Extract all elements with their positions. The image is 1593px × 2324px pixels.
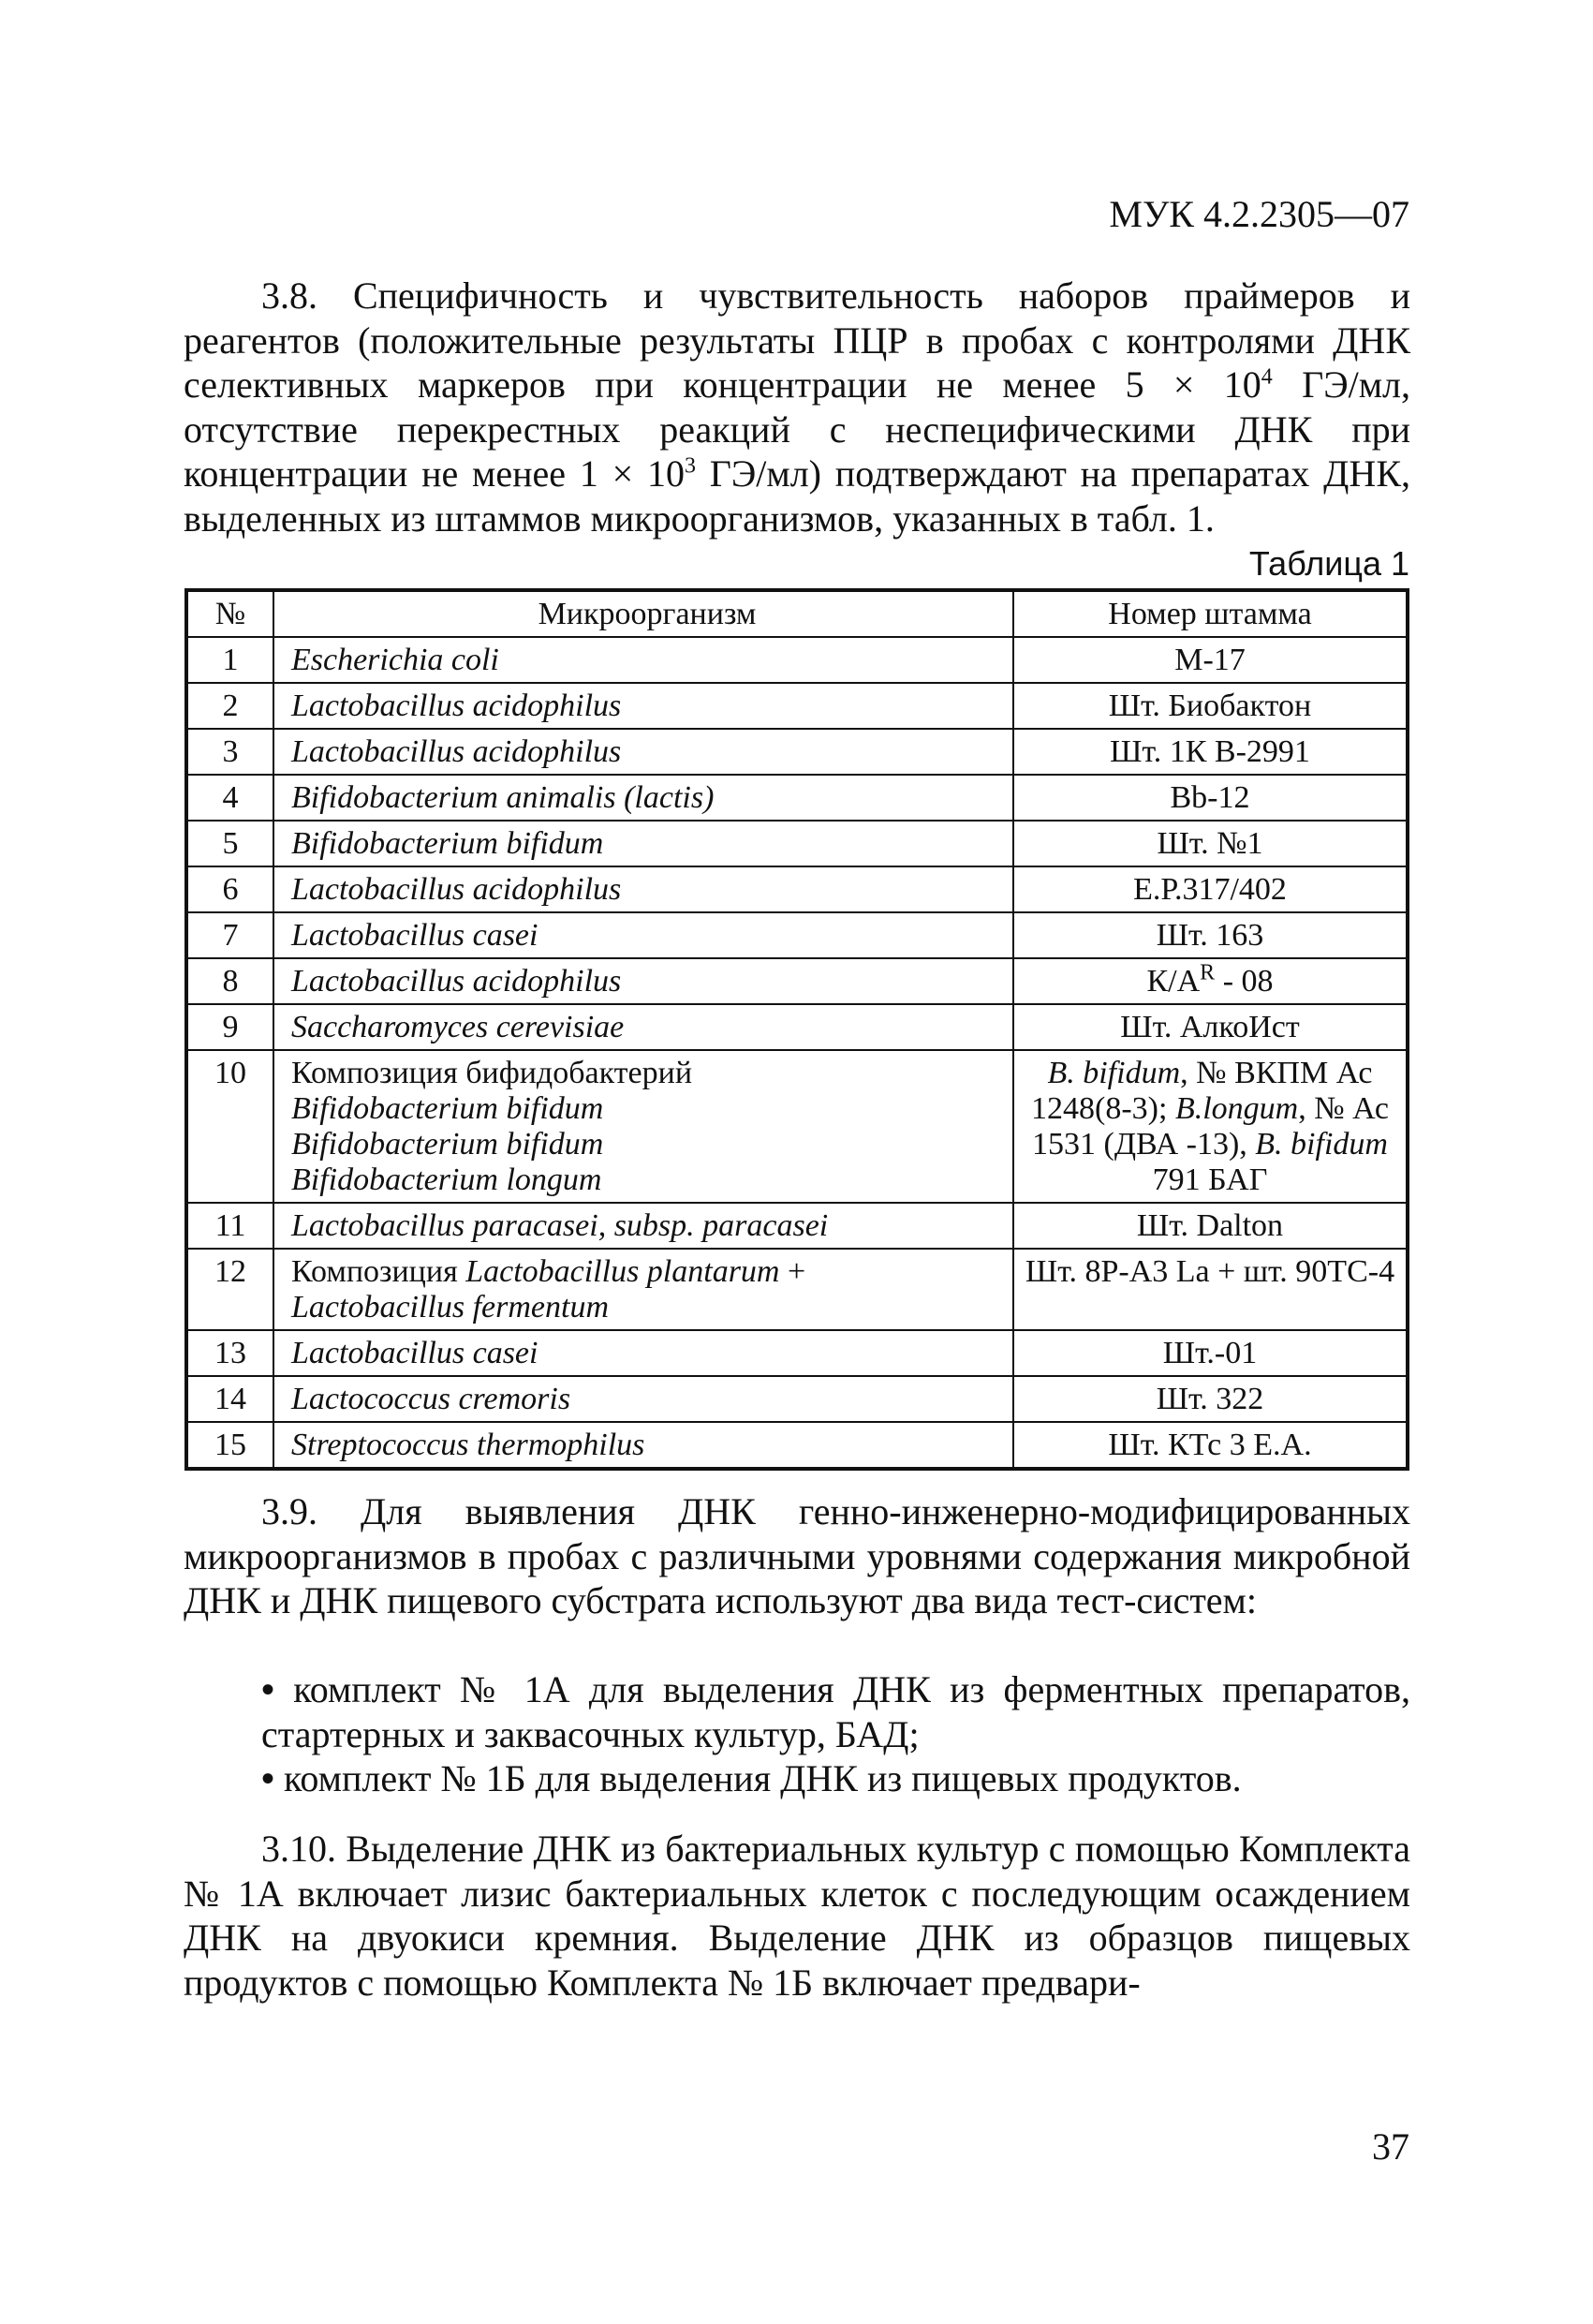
strain-line bbox=[1024, 1056, 1396, 1091]
row-num: 12 bbox=[186, 1249, 273, 1330]
composition-species: Lactobacillus plantarum bbox=[465, 1254, 780, 1289]
row-strain bbox=[1013, 958, 1408, 1004]
row-microorganism: Lactobacillus casei bbox=[273, 912, 1013, 958]
table-row bbox=[186, 637, 1408, 683]
table-row bbox=[186, 1050, 1408, 1203]
table-row bbox=[186, 1376, 1408, 1422]
row-strain: Е.Р.317/402 bbox=[1013, 866, 1408, 912]
paragraph-3-9: 3.9. Для выявления ДНК генно-инженерно-модифицированных микроорганизмов в пробах с различными уровнями содержания микробной ДНК и ДНК пищевого субстрата используют два вида тест-систем: bbox=[184, 1490, 1410, 1621]
row-num: 13 bbox=[186, 1330, 273, 1376]
page-number: 37 bbox=[1372, 2125, 1409, 2168]
bullet-icon: • bbox=[261, 1757, 275, 1799]
header-num: № bbox=[186, 590, 273, 637]
strains-table bbox=[184, 588, 1409, 1471]
strain-text: 1531 (ДВА -13), bbox=[1032, 1127, 1256, 1162]
row-microorganism: Lactobacillus acidophilus bbox=[273, 729, 1013, 775]
bullet-item bbox=[184, 1667, 1410, 1756]
row-microorganism: Lactobacillus acidophilus bbox=[273, 958, 1013, 1004]
strain-line: 791 БАГ bbox=[1152, 1162, 1268, 1197]
table-header-row bbox=[186, 590, 1408, 637]
row-microorganism: Lactobacillus acidophilus bbox=[273, 683, 1013, 729]
table-row bbox=[186, 729, 1408, 775]
document-code: МУК 4.2.2305—07 bbox=[1109, 193, 1409, 235]
row-strain bbox=[1013, 1050, 1408, 1203]
row-strain: Шт. АлкоИст bbox=[1013, 1004, 1408, 1050]
composition-line bbox=[291, 1254, 1003, 1290]
paragraph-3-8-text-c: ГЭ/мл) подтверждают на препаратах ДНК, выделенных из штаммов микроорганизмов, указанных в табл. 1. bbox=[184, 452, 1410, 540]
paragraph-3-8 bbox=[184, 274, 1410, 540]
row-num: 6 bbox=[186, 866, 273, 912]
table-row bbox=[186, 958, 1408, 1004]
table-row bbox=[186, 1004, 1408, 1050]
composition-item: Bifidobacterium bifidum bbox=[291, 1091, 604, 1126]
row-microorganism: Lactobacillus casei bbox=[273, 1330, 1013, 1376]
table-row bbox=[186, 1249, 1408, 1330]
row-num: 14 bbox=[186, 1376, 273, 1422]
exponent-4: 4 bbox=[1261, 364, 1273, 390]
composition-item: Bifidobacterium bifidum bbox=[291, 1127, 604, 1162]
table-row bbox=[186, 1422, 1408, 1469]
composition-heading: Композиция бифидобактерий bbox=[291, 1056, 693, 1090]
bullet-text: комплект № 1Б для выделения ДНК из пищевых продуктов. bbox=[284, 1757, 1242, 1799]
paragraph-3-8-text-b: ГЭ/мл, отсутствие перекрестных реакций с неспецифическими ДНК при концентрации не менее 1 × 10 bbox=[184, 363, 1410, 495]
row-num: 1 bbox=[186, 637, 273, 683]
paragraph-3-8-text-a: 3.8. Специфичность и чувствительность наборов праймеров и реагентов (положительные результаты ПЦР в пробах с контролями ДНК селективных маркеров при концентрации не менее 5 × 10 bbox=[184, 274, 1410, 406]
row-microorganism: Escherichia coli bbox=[273, 637, 1013, 683]
composition-prefix: Композиция bbox=[291, 1254, 466, 1289]
row-num: 11 bbox=[186, 1203, 273, 1249]
table-caption: Таблица 1 bbox=[1248, 544, 1409, 583]
row-num: 4 bbox=[186, 775, 273, 821]
row-strain: Шт. 163 bbox=[1013, 912, 1408, 958]
strain-base: К/А bbox=[1146, 964, 1201, 999]
row-microorganism: Streptococcus thermophilus bbox=[273, 1422, 1013, 1469]
row-num: 8 bbox=[186, 958, 273, 1004]
bullet-item bbox=[184, 1756, 1410, 1801]
strain-line bbox=[1024, 1127, 1396, 1162]
row-microorganism: Lactobacillus paracasei, subsp. paracasei bbox=[273, 1203, 1013, 1249]
table-row bbox=[186, 1203, 1408, 1249]
row-strain: Bb-12 bbox=[1013, 775, 1408, 821]
row-microorganism bbox=[273, 1249, 1013, 1330]
strain-species: B.longum bbox=[1174, 1091, 1299, 1126]
row-strain: Шт. Dalton bbox=[1013, 1203, 1408, 1249]
row-num: 5 bbox=[186, 821, 273, 866]
strain-species: B. bifidum bbox=[1255, 1127, 1388, 1162]
row-microorganism: Lactobacillus acidophilus bbox=[273, 866, 1013, 912]
table-row bbox=[186, 821, 1408, 866]
exponent-3: 3 bbox=[684, 453, 696, 479]
row-strain: Шт. 322 bbox=[1013, 1376, 1408, 1422]
table-row bbox=[186, 912, 1408, 958]
row-strain: М-17 bbox=[1013, 637, 1408, 683]
row-strain: Шт. №1 bbox=[1013, 821, 1408, 866]
table-row bbox=[186, 1330, 1408, 1376]
strain-superscript: R bbox=[1200, 960, 1216, 985]
row-microorganism: Bifidobacterium animalis (lactis) bbox=[273, 775, 1013, 821]
table-row bbox=[186, 866, 1408, 912]
row-strain: Шт. Биобактон bbox=[1013, 683, 1408, 729]
row-num: 10 bbox=[186, 1050, 273, 1203]
row-strain: Шт. 8Р-А3 La + шт. 90ТС-4 bbox=[1013, 1249, 1408, 1330]
composition-item: Bifidobacterium longum bbox=[291, 1162, 602, 1197]
row-num: 9 bbox=[186, 1004, 273, 1050]
row-num: 15 bbox=[186, 1422, 273, 1469]
row-num: 2 bbox=[186, 683, 273, 729]
row-microorganism bbox=[273, 1050, 1013, 1203]
row-strain: Шт.-01 bbox=[1013, 1330, 1408, 1376]
strain-line bbox=[1024, 1091, 1396, 1127]
row-strain: Шт. 1К В-2991 bbox=[1013, 729, 1408, 775]
row-num: 3 bbox=[186, 729, 273, 775]
row-strain: Шт. КТс 3 Е.А. bbox=[1013, 1422, 1408, 1469]
strain-tail: - 08 bbox=[1215, 964, 1274, 999]
strain-text: 1248(8-3); bbox=[1031, 1091, 1175, 1126]
bullet-text: комплект № 1А для выделения ДНК из ферментных препаратов, стартерных и заквасочных культур, БАД; bbox=[261, 1668, 1410, 1755]
header-microorganism: Микроорганизм bbox=[273, 590, 1013, 637]
composition-species: Lactobacillus fermentum bbox=[291, 1290, 610, 1325]
paragraph-3-10: 3.10. Выделение ДНК из бактериальных культур с помощью Комплекта № 1А включает лизис бактериальных клеток с последующим осаждением ДНК на двуокиси кремния. Выделение ДНК из образцов пищевых продуктов с помощью Комплекта № 1Б включает предвари- bbox=[184, 1828, 1410, 2004]
strain-text: , № ВКПМ Ас bbox=[1180, 1056, 1373, 1090]
bullet-icon: • bbox=[261, 1668, 275, 1710]
composition-plus: + bbox=[779, 1254, 806, 1289]
strain-species: B. bifidum bbox=[1047, 1056, 1181, 1090]
header-strain: Номер штамма bbox=[1013, 590, 1408, 637]
strain-text: , № Ас bbox=[1298, 1091, 1389, 1126]
row-microorganism: Lactococcus cremoris bbox=[273, 1376, 1013, 1422]
row-num: 7 bbox=[186, 912, 273, 958]
table-row bbox=[186, 683, 1408, 729]
row-microorganism: Saccharomyces cerevisiae bbox=[273, 1004, 1013, 1050]
table-row bbox=[186, 775, 1408, 821]
row-microorganism: Bifidobacterium bifidum bbox=[273, 821, 1013, 866]
